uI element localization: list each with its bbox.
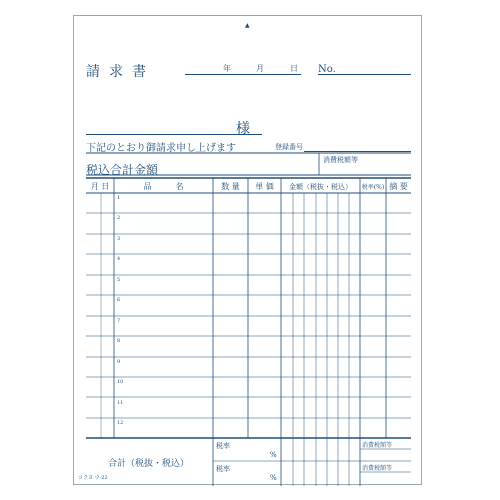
header-month-day: 月 日 — [90, 182, 110, 191]
date-day-label: 日 — [290, 64, 298, 73]
row-number: 5 — [117, 277, 121, 283]
header-amount: 金額（税抜・税込） — [289, 183, 352, 191]
row-number: 6 — [117, 297, 121, 303]
row-number: 3 — [117, 236, 121, 242]
row-number: 4 — [117, 256, 121, 262]
consumption-tax-label-2: 消費税額等 — [362, 465, 393, 472]
triangle-marker-icon: ▲ — [245, 22, 250, 29]
row-number: 7 — [117, 318, 121, 324]
percent-label-1: % — [270, 451, 277, 459]
tax-rate-label-2: 税率 — [216, 465, 230, 473]
header-item: 品 名 — [143, 182, 184, 191]
tax-included-total-label: 税込合計金額 — [86, 163, 159, 177]
product-code: コクヨ ウ-22 — [78, 475, 108, 481]
row-number: 11 — [117, 400, 124, 406]
invoice-subtitle: 下記のとおり御請求申し上げます — [86, 143, 236, 154]
date-month-label: 月 — [256, 64, 264, 73]
invoice-number-label: No. — [318, 64, 336, 75]
header-quantity: 数 量 — [221, 182, 240, 191]
row-number: 12 — [117, 420, 124, 426]
row-number: 10 — [117, 379, 124, 385]
row-number: 2 — [117, 215, 121, 221]
percent-label-2: % — [270, 474, 277, 482]
header-unit-price: 単 価 — [255, 182, 274, 191]
row-number: 9 — [117, 359, 121, 365]
consumption-tax-label: 消費税額等 — [323, 156, 358, 164]
row-number: 1 — [117, 195, 121, 201]
header-remarks: 摘 要 — [389, 182, 408, 191]
row-number: 8 — [117, 338, 121, 344]
header-tax-rate: 税率(%) — [361, 184, 385, 191]
total-label: 合計（税抜・税込） — [108, 459, 190, 469]
tax-rate-label-1: 税率 — [216, 442, 230, 450]
date-year-label: 年 — [223, 64, 231, 73]
customer-honorific: 様 — [236, 121, 250, 137]
consumption-tax-label-1: 消費税額等 — [362, 442, 393, 449]
registration-number-label: 登録番号 — [275, 143, 303, 151]
invoice-title: 請求書 — [86, 64, 155, 80]
